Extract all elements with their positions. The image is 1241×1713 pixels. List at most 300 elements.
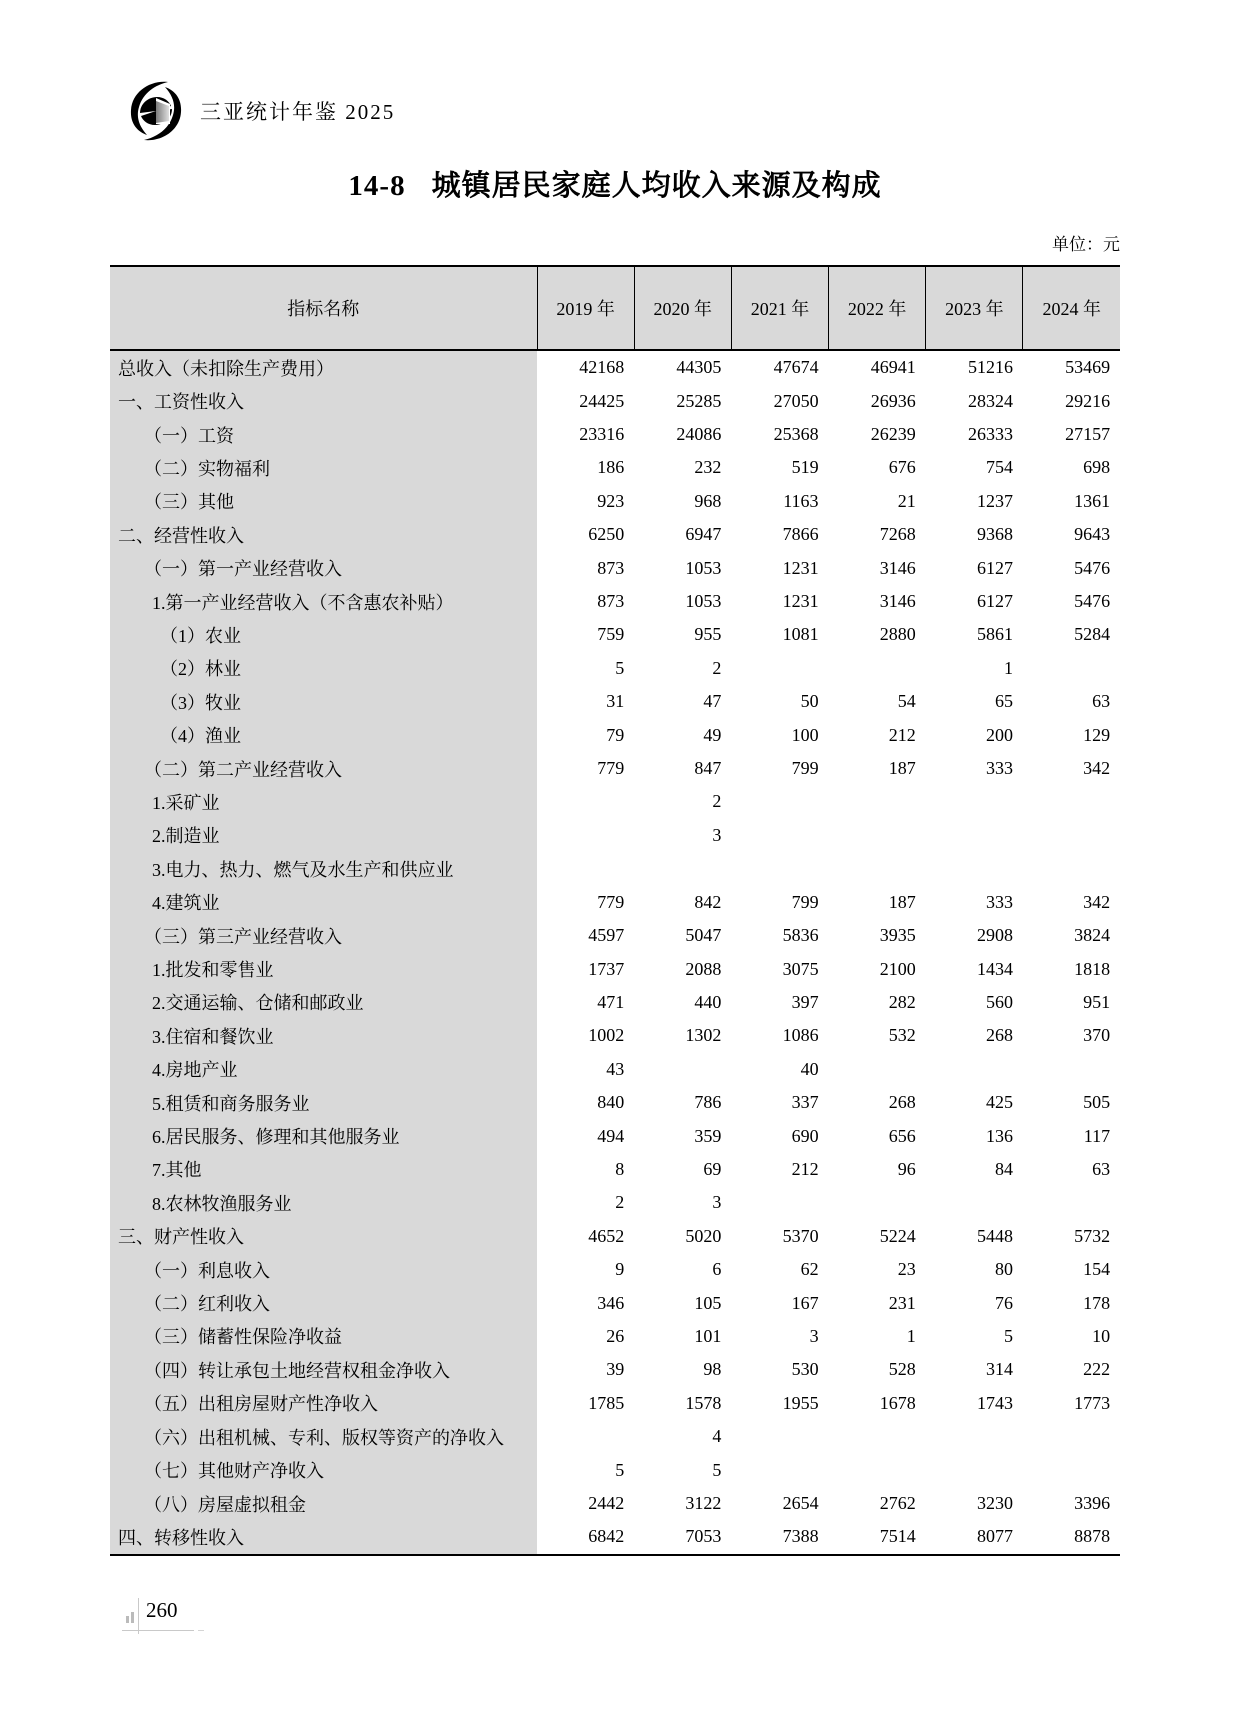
value-cell: 676 [888, 457, 916, 478]
value-cell: 560 [985, 991, 1013, 1012]
indicator-name: 1.批发和零售业 [110, 952, 537, 985]
indicator-name: （八）房屋虚拟租金 [110, 1487, 537, 1520]
table-row [110, 919, 1120, 952]
value-cell: 1578 [685, 1392, 722, 1413]
value-cell: 46941 [870, 357, 916, 378]
indicator-name: （二）第二产业经营收入 [110, 752, 537, 785]
value-cell: 69 [703, 1158, 722, 1179]
value-cell: 25368 [773, 424, 819, 445]
table-row [110, 1086, 1120, 1119]
table-row [110, 652, 1120, 685]
value-cell: 3396 [1074, 1493, 1111, 1514]
value-cell: 5448 [976, 1225, 1013, 1246]
unit-label: 单位：元 [1052, 235, 1120, 254]
value-cell: 5370 [782, 1225, 819, 1246]
table-row [110, 451, 1120, 484]
value-cell: 43 [606, 1058, 625, 1079]
value-cell [829, 1420, 926, 1453]
value-cell: 96 [897, 1158, 916, 1179]
value-cell: 342 [1083, 891, 1111, 912]
table-row [110, 618, 1120, 651]
value-cell: 26936 [870, 390, 916, 411]
value-cell [634, 852, 731, 885]
value-cell [1023, 852, 1120, 885]
indicator-name: 二、经营性收入 [110, 518, 537, 551]
value-cell: 268 [985, 1025, 1013, 1046]
value-cell: 346 [597, 1292, 625, 1313]
value-cell: 2908 [976, 925, 1013, 946]
value-cell [829, 852, 926, 885]
column-header-indicator: 指标名称 [110, 266, 537, 350]
value-cell: 21 [897, 490, 916, 511]
indicator-name: 总收入（未扣除生产费用） [110, 350, 537, 384]
value-cell: 100 [791, 724, 819, 745]
value-cell: 5 [712, 1459, 722, 1480]
value-cell: 1 [1003, 657, 1013, 678]
value-cell: 44305 [676, 357, 722, 378]
value-cell: 3122 [685, 1493, 722, 1514]
value-cell: 471 [597, 991, 625, 1012]
value-cell: 779 [597, 758, 625, 779]
value-cell: 951 [1083, 991, 1111, 1012]
value-cell [1023, 652, 1120, 685]
value-cell: 333 [985, 758, 1013, 779]
value-cell: 84 [994, 1158, 1013, 1179]
value-cell: 200 [985, 724, 1013, 745]
value-cell [926, 1453, 1023, 1486]
page-title [110, 163, 1120, 204]
value-cell: 187 [888, 891, 916, 912]
value-cell: 873 [597, 591, 625, 612]
value-cell: 440 [694, 991, 722, 1012]
value-cell [731, 785, 828, 818]
value-cell: 2 [615, 1192, 625, 1213]
value-cell: 9368 [976, 524, 1013, 545]
indicator-name: （1）农业 [110, 618, 537, 651]
value-cell: 5284 [1074, 624, 1111, 645]
table-row [110, 418, 1120, 451]
value-cell: 532 [888, 1025, 916, 1046]
value-cell: 519 [791, 457, 819, 478]
value-cell: 136 [985, 1125, 1013, 1146]
value-cell: 3 [809, 1325, 819, 1346]
value-cell: 2654 [782, 1493, 819, 1514]
value-cell: 5 [615, 657, 625, 678]
footer-crop-hline [122, 1630, 194, 1631]
table-row [110, 1119, 1120, 1152]
value-cell [1023, 785, 1120, 818]
value-cell: 40 [800, 1058, 819, 1079]
value-cell: 31 [606, 691, 625, 712]
value-cell: 47674 [773, 357, 819, 378]
indicator-name: 一、工资性收入 [110, 384, 537, 417]
indicator-name: （一）第一产业经营收入 [110, 551, 537, 584]
value-cell: 759 [597, 624, 625, 645]
value-cell: 65 [994, 691, 1013, 712]
value-cell: 1955 [782, 1392, 819, 1413]
value-cell: 3 [712, 1192, 722, 1213]
value-cell: 698 [1083, 457, 1111, 478]
yearbook-brand [130, 80, 395, 142]
value-cell: 9 [615, 1259, 625, 1280]
table-title-text: 城镇居民家庭人均收入来源及构成 [431, 170, 882, 202]
table-row [110, 986, 1120, 1019]
value-cell: 847 [694, 758, 722, 779]
indicator-name: （三）储蓄性保险净收益 [110, 1320, 537, 1353]
value-cell: 222 [1083, 1359, 1111, 1380]
indicator-name: 1.采矿业 [110, 785, 537, 818]
table-header-row [110, 266, 1120, 350]
value-cell [731, 1420, 828, 1453]
value-cell: 26333 [967, 424, 1013, 445]
value-cell: 231 [888, 1292, 916, 1313]
table-row [110, 1220, 1120, 1253]
value-cell [926, 785, 1023, 818]
value-cell: 840 [597, 1092, 625, 1113]
value-cell: 7053 [685, 1526, 722, 1547]
value-cell: 1081 [782, 624, 819, 645]
value-cell: 7388 [782, 1526, 819, 1547]
table-row [110, 1019, 1120, 1052]
value-cell: 7268 [879, 524, 916, 545]
value-cell [926, 1186, 1023, 1219]
indicator-name: 7.其他 [110, 1153, 537, 1186]
value-cell: 337 [791, 1092, 819, 1113]
value-cell: 28324 [967, 390, 1013, 411]
value-cell [829, 1053, 926, 1086]
value-cell: 4 [712, 1426, 722, 1447]
value-cell [537, 819, 634, 852]
value-cell: 101 [694, 1325, 722, 1346]
value-cell: 494 [597, 1125, 625, 1146]
value-cell: 49 [703, 724, 722, 745]
footer-crop-vline [138, 1598, 139, 1634]
value-cell: 6127 [976, 557, 1013, 578]
value-cell: 5 [1003, 1325, 1013, 1346]
value-cell: 968 [694, 490, 722, 511]
table-row [110, 1153, 1120, 1186]
column-header-year: 2022 年 [829, 266, 926, 350]
value-cell: 342 [1083, 758, 1111, 779]
value-cell: 923 [597, 490, 625, 511]
table-row [110, 1387, 1120, 1420]
table-row [110, 551, 1120, 584]
table-row [110, 886, 1120, 919]
value-cell [731, 819, 828, 852]
table-row [110, 1487, 1120, 1520]
value-cell: 530 [791, 1359, 819, 1380]
value-cell: 656 [888, 1125, 916, 1146]
value-cell: 370 [1083, 1025, 1111, 1046]
value-cell: 1053 [685, 591, 722, 612]
value-cell: 9643 [1074, 524, 1111, 545]
value-cell: 1737 [588, 958, 625, 979]
value-cell: 23316 [579, 424, 625, 445]
indicator-name: （五）出租房屋财产性净收入 [110, 1387, 537, 1420]
value-cell: 2442 [588, 1493, 625, 1514]
column-header-year: 2021 年 [731, 266, 828, 350]
value-cell: 1237 [976, 490, 1013, 511]
indicator-name: 4.房地产业 [110, 1053, 537, 1086]
value-cell: 6127 [976, 591, 1013, 612]
indicator-name: （三）第三产业经营收入 [110, 919, 537, 952]
value-cell: 51216 [967, 357, 1013, 378]
value-cell: 3935 [879, 925, 916, 946]
column-header-year: 2020 年 [634, 266, 731, 350]
value-cell [829, 652, 926, 685]
value-cell: 3230 [976, 1493, 1013, 1514]
table-row [110, 1286, 1120, 1319]
value-cell [1023, 819, 1120, 852]
value-cell: 754 [985, 457, 1013, 478]
value-cell: 8077 [976, 1526, 1013, 1547]
column-header-year: 2019 年 [537, 266, 634, 350]
value-cell: 842 [694, 891, 722, 912]
indicator-name: （4）渔业 [110, 718, 537, 751]
value-cell: 4652 [588, 1225, 625, 1246]
value-cell: 268 [888, 1092, 916, 1113]
value-cell: 53469 [1065, 357, 1111, 378]
value-cell: 5861 [976, 624, 1013, 645]
value-cell: 359 [694, 1125, 722, 1146]
value-cell: 8 [615, 1158, 625, 1179]
value-cell: 779 [597, 891, 625, 912]
indicator-name: （一）工资 [110, 418, 537, 451]
yearbook-title: 三亚统计年鉴 2025 [200, 100, 396, 124]
value-cell: 2 [712, 791, 722, 812]
value-cell: 1302 [685, 1025, 722, 1046]
value-cell: 47 [703, 691, 722, 712]
value-cell: 5836 [782, 925, 819, 946]
indicator-name: 2.制造业 [110, 819, 537, 852]
table-row [110, 384, 1120, 417]
indicator-name: 3.电力、热力、燃气及水生产和供应业 [110, 852, 537, 885]
value-cell: 129 [1083, 724, 1111, 745]
indicator-name: （六）出租机械、专利、版权等资产的净收入 [110, 1420, 537, 1453]
indicator-name: 6.居民服务、修理和其他服务业 [110, 1119, 537, 1152]
value-cell: 1163 [783, 490, 819, 511]
value-cell [1023, 1053, 1120, 1086]
value-cell [1023, 1420, 1120, 1453]
table-row [110, 685, 1120, 718]
value-cell: 232 [694, 457, 722, 478]
table-row [110, 585, 1120, 618]
table-row [110, 1420, 1120, 1453]
indicator-name: 8.农林牧渔服务业 [110, 1186, 537, 1219]
indicator-name: 5.租赁和商务服务业 [110, 1086, 537, 1119]
table-row [110, 1453, 1120, 1486]
column-header-year: 2024 年 [1023, 266, 1120, 350]
value-cell: 2880 [879, 624, 916, 645]
value-cell [926, 1420, 1023, 1453]
value-cell: 5020 [685, 1225, 722, 1246]
value-cell: 10 [1092, 1325, 1111, 1346]
indicator-name: （三）其他 [110, 485, 537, 518]
value-cell: 873 [597, 557, 625, 578]
yearbook-logo-icon [130, 80, 182, 142]
value-cell: 26 [606, 1325, 625, 1346]
indicator-name: （3）牧业 [110, 685, 537, 718]
indicator-name: （四）转让承包土地经营权租金净收入 [110, 1353, 537, 1386]
value-cell: 3146 [879, 557, 916, 578]
table-body [110, 350, 1120, 1555]
value-cell: 528 [888, 1359, 916, 1380]
value-cell: 76 [994, 1292, 1013, 1313]
value-cell: 1 [906, 1325, 916, 1346]
value-cell: 63 [1092, 691, 1111, 712]
value-cell: 6 [712, 1259, 722, 1280]
value-cell: 42168 [579, 357, 625, 378]
value-cell: 1743 [976, 1392, 1013, 1413]
value-cell [829, 1186, 926, 1219]
value-cell: 79 [606, 724, 625, 745]
value-cell: 25285 [676, 390, 722, 411]
indicator-name: 3.住宿和餐饮业 [110, 1019, 537, 1052]
value-cell: 23 [897, 1259, 916, 1280]
value-cell: 1785 [588, 1392, 625, 1413]
value-cell: 154 [1083, 1259, 1111, 1280]
value-cell [634, 1053, 731, 1086]
value-cell: 786 [694, 1092, 722, 1113]
value-cell: 1053 [685, 557, 722, 578]
value-cell [926, 852, 1023, 885]
value-cell [537, 785, 634, 818]
value-cell: 5476 [1074, 591, 1111, 612]
value-cell: 187 [888, 758, 916, 779]
value-cell: 397 [791, 991, 819, 1012]
value-cell: 1086 [782, 1025, 819, 1046]
value-cell: 2762 [879, 1493, 916, 1514]
value-cell: 54 [897, 691, 916, 712]
indicator-name: 2.交通运输、仓储和邮政业 [110, 986, 537, 1019]
value-cell: 5224 [879, 1225, 916, 1246]
value-cell: 39 [606, 1359, 625, 1380]
value-cell [731, 1453, 828, 1486]
value-cell: 27157 [1065, 424, 1111, 445]
column-header-year: 2023 年 [926, 266, 1023, 350]
value-cell [731, 652, 828, 685]
value-cell [926, 819, 1023, 852]
value-cell: 117 [1083, 1125, 1111, 1146]
table-number: 14-8 [348, 170, 406, 202]
page-number: 260 [146, 1598, 178, 1622]
value-cell: 80 [994, 1259, 1013, 1280]
value-cell: 3146 [879, 591, 916, 612]
value-cell: 1773 [1074, 1392, 1111, 1413]
value-cell [731, 852, 828, 885]
table-row [110, 1320, 1120, 1353]
indicator-name: 1.第一产业经营收入（不含惠农补贴） [110, 585, 537, 618]
value-cell: 26239 [870, 424, 916, 445]
value-cell: 62 [800, 1259, 819, 1280]
value-cell: 690 [791, 1125, 819, 1146]
value-cell: 799 [791, 891, 819, 912]
value-cell: 63 [1092, 1158, 1111, 1179]
value-cell: 1818 [1074, 958, 1111, 979]
indicator-name: 三、财产性收入 [110, 1220, 537, 1253]
table-row [110, 350, 1120, 384]
value-cell: 29216 [1065, 390, 1111, 411]
value-cell [829, 785, 926, 818]
value-cell: 3075 [782, 958, 819, 979]
value-cell: 8878 [1074, 1526, 1111, 1547]
footer-crop-hline-tick [198, 1630, 204, 1631]
value-cell [829, 1453, 926, 1486]
value-cell: 5047 [685, 925, 722, 946]
value-cell [537, 1420, 634, 1453]
indicator-name: （2）林业 [110, 652, 537, 685]
table-row [110, 952, 1120, 985]
value-cell: 5476 [1074, 557, 1111, 578]
value-cell: 98 [703, 1359, 722, 1380]
value-cell: 425 [985, 1092, 1013, 1113]
value-cell: 186 [597, 457, 625, 478]
value-cell [1023, 1453, 1120, 1486]
value-cell: 105 [694, 1292, 722, 1313]
value-cell: 7866 [782, 524, 819, 545]
income-table [110, 265, 1120, 1556]
value-cell: 955 [694, 624, 722, 645]
table-row [110, 752, 1120, 785]
value-cell: 2088 [685, 958, 722, 979]
value-cell: 5 [615, 1459, 625, 1480]
value-cell [926, 1053, 1023, 1086]
value-cell: 24425 [579, 390, 625, 411]
value-cell: 1434 [976, 958, 1013, 979]
value-cell: 4597 [588, 925, 625, 946]
table-row [110, 518, 1120, 551]
value-cell: 1678 [879, 1392, 916, 1413]
value-cell [731, 1186, 828, 1219]
table-row [110, 1520, 1120, 1554]
value-cell: 24086 [676, 424, 722, 445]
table-row [110, 718, 1120, 751]
value-cell: 6842 [588, 1526, 625, 1547]
table-row [110, 1186, 1120, 1219]
indicator-name: （二）红利收入 [110, 1286, 537, 1319]
value-cell: 3824 [1074, 925, 1111, 946]
value-cell [1023, 1186, 1120, 1219]
value-cell: 1002 [588, 1025, 625, 1046]
table-row [110, 819, 1120, 852]
value-cell: 2100 [879, 958, 916, 979]
page-marker-bars-icon [126, 1612, 134, 1623]
value-cell: 333 [985, 891, 1013, 912]
value-cell: 1231 [782, 591, 819, 612]
value-cell: 167 [791, 1292, 819, 1313]
value-cell: 799 [791, 758, 819, 779]
value-cell: 314 [985, 1359, 1013, 1380]
indicator-name: 四、转移性收入 [110, 1520, 537, 1554]
value-cell: 7514 [879, 1526, 916, 1547]
value-cell [537, 852, 634, 885]
table-row [110, 1353, 1120, 1386]
table-row [110, 785, 1120, 818]
table-row [110, 485, 1120, 518]
value-cell: 6947 [685, 524, 722, 545]
indicator-name: （二）实物福利 [110, 451, 537, 484]
value-cell: 3 [712, 824, 722, 845]
indicator-name: （一）利息收入 [110, 1253, 537, 1286]
indicator-name: （七）其他财产净收入 [110, 1453, 537, 1486]
value-cell: 212 [791, 1158, 819, 1179]
value-cell: 5732 [1074, 1225, 1111, 1246]
value-cell: 6250 [588, 524, 625, 545]
value-cell: 1231 [782, 557, 819, 578]
table-row [110, 1053, 1120, 1086]
table-row [110, 1253, 1120, 1286]
value-cell: 282 [888, 991, 916, 1012]
